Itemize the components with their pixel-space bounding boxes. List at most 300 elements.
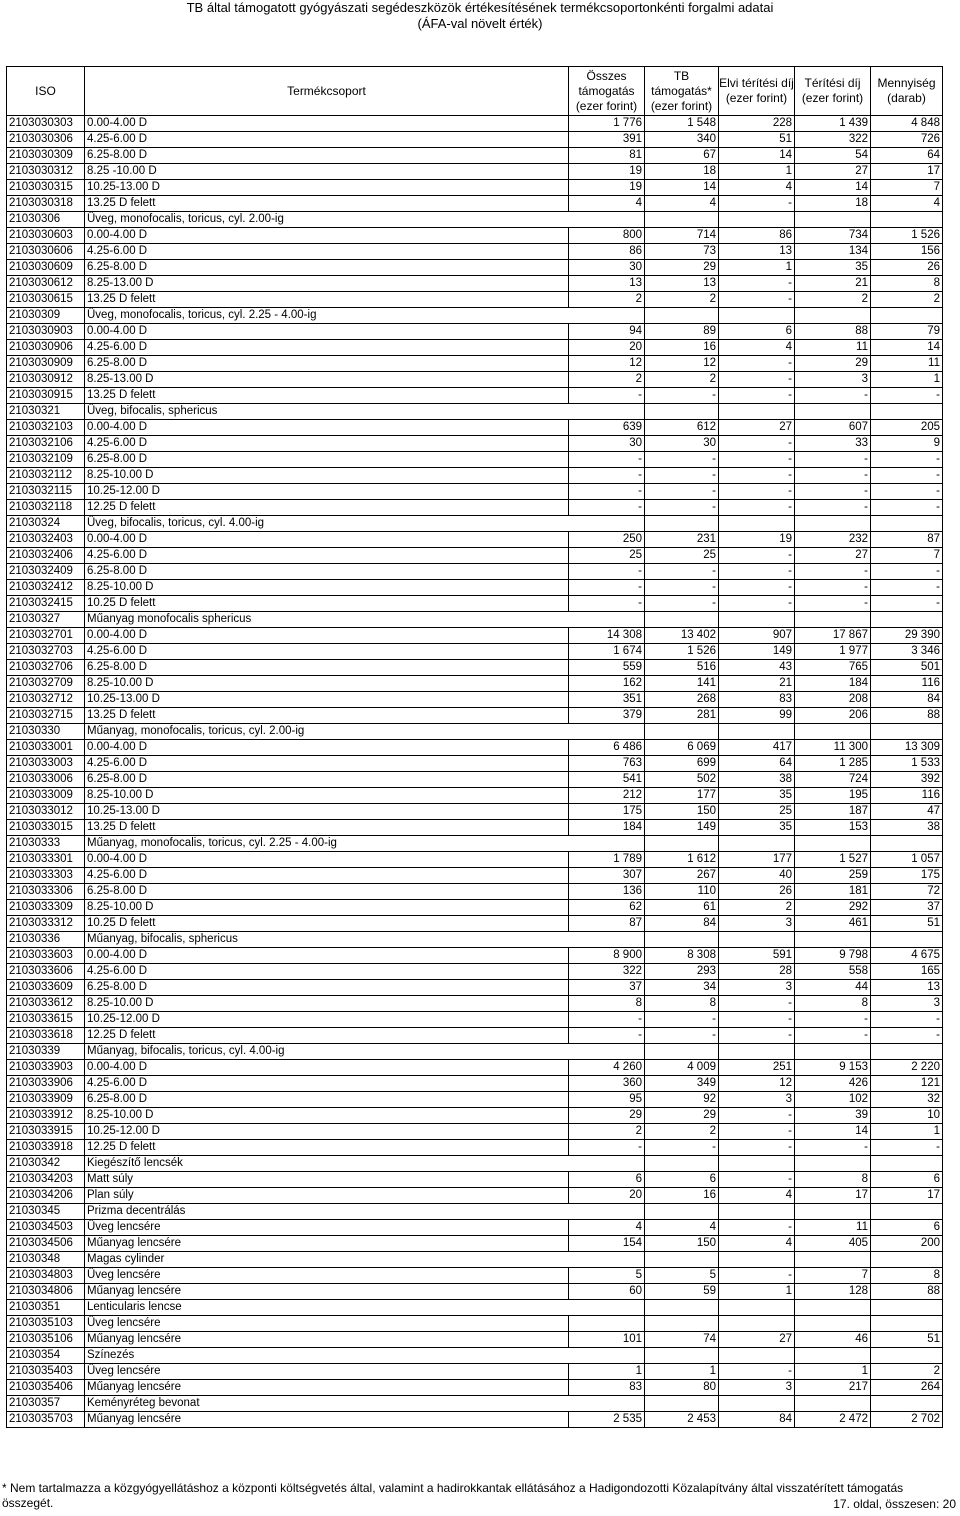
iso-code-cell: 2103032109 [7,452,85,468]
iso-code-cell: 21030357 [7,1396,85,1412]
value-cell: 17 867 [795,628,871,644]
value-cell: - [569,468,645,484]
value-cell: 1 [645,1364,719,1380]
value-cell: - [719,1124,795,1140]
value-cell: 30 [645,436,719,452]
iso-code-cell: 2103032106 [7,436,85,452]
table-row [7,1268,943,1284]
product-group-cell: 0.00-4.00 D [85,228,569,244]
value-cell: 3 [719,916,795,932]
value-cell: 392 [871,772,943,788]
value-cell [795,212,871,228]
value-cell: 27 [719,1332,795,1348]
iso-code-cell: 2103035406 [7,1380,85,1396]
value-cell: 251 [719,1060,795,1076]
value-cell [871,308,943,324]
value-cell: 2 453 [645,1412,719,1428]
value-cell: 612 [645,420,719,436]
value-cell: 417 [719,740,795,756]
product-group-cell: Műanyag lencsére [85,1236,569,1252]
value-cell: 32 [871,1092,943,1108]
iso-code-cell: 2103033012 [7,804,85,820]
value-cell: 1 [795,1364,871,1380]
value-cell: 175 [569,804,645,820]
iso-code-cell: 2103032706 [7,660,85,676]
value-cell [645,1316,719,1332]
value-cell: - [645,452,719,468]
iso-code-cell: 2103032712 [7,692,85,708]
value-cell: 7 [871,180,943,196]
product-group-cell: 8.25-10.00 D [85,580,569,596]
value-cell: 200 [871,1236,943,1252]
value-cell: 8 900 [569,948,645,964]
header-quantity: Mennyiség (darab) [871,67,943,116]
value-cell: 12 [719,1076,795,1092]
value-cell: 734 [795,228,871,244]
value-cell: 6 486 [569,740,645,756]
value-cell: 7 [871,548,943,564]
iso-code-cell: 2103030615 [7,292,85,308]
value-cell: 1 789 [569,852,645,868]
iso-code-cell: 2103032403 [7,532,85,548]
value-cell: 1 977 [795,644,871,660]
product-group-cell: 13.25 D felett [85,708,569,724]
value-cell: - [795,1028,871,1044]
product-group-cell: 0.00-4.00 D [85,116,569,132]
table-row [7,1060,943,1076]
table-row [7,1332,943,1348]
value-cell: - [645,468,719,484]
table-row [7,804,943,820]
value-cell: 349 [645,1076,719,1092]
iso-code-cell: 2103030312 [7,164,85,180]
document-subtitle: (ÁFA-val növelt érték) [417,16,543,31]
value-cell: 264 [871,1380,943,1396]
value-cell: 340 [645,132,719,148]
value-cell: 3 [719,980,795,996]
value-cell: 184 [569,820,645,836]
value-cell: 1 533 [871,756,943,772]
value-cell: - [719,292,795,308]
product-group-cell: 8.25-10.00 D [85,788,569,804]
product-group-cell: Műanyag lencsére [85,1412,569,1428]
value-cell: - [719,1028,795,1044]
value-cell: 4 [719,1236,795,1252]
product-group-cell: 10.25-12.00 D [85,1124,569,1140]
value-cell [795,1300,871,1316]
value-cell: - [871,1140,943,1156]
value-cell: 181 [795,884,871,900]
value-cell [795,1348,871,1364]
value-cell: 3 [795,372,871,388]
value-cell: 2 [569,292,645,308]
product-group-cell: 6.25-8.00 D [85,1092,569,1108]
value-cell: 3 [719,1092,795,1108]
value-cell: 17 [871,1188,943,1204]
product-group-cell: 4.25-6.00 D [85,1076,569,1092]
value-cell: 29 [645,260,719,276]
value-cell [871,1044,943,1060]
iso-code-cell: 2103033603 [7,948,85,964]
value-cell [795,404,871,420]
value-cell: 11 [871,356,943,372]
table-row [7,548,943,564]
table-row [7,964,943,980]
value-cell [795,516,871,532]
product-group-cell: Műanyag, bifocalis, sphericus [85,932,569,948]
value-cell: 1 057 [871,852,943,868]
value-cell: 25 [645,548,719,564]
value-cell: 34 [645,980,719,996]
value-cell [871,836,943,852]
iso-code-cell: 2103030612 [7,276,85,292]
value-cell: 2 535 [569,1412,645,1428]
value-cell: 54 [795,148,871,164]
value-cell [569,404,645,420]
value-cell: - [645,1028,719,1044]
page-number: 17. oldal, összesen: 20 [833,1497,956,1511]
value-cell [645,308,719,324]
value-cell: 2 702 [871,1412,943,1428]
value-cell: - [645,484,719,500]
iso-code-cell: 2103034803 [7,1268,85,1284]
value-cell: 13 [719,244,795,260]
value-cell: 1 [569,1364,645,1380]
value-cell: 86 [719,228,795,244]
product-group-cell: 0.00-4.00 D [85,1060,569,1076]
value-cell: 177 [719,852,795,868]
iso-code-cell: 2103034806 [7,1284,85,1300]
value-cell: 84 [645,916,719,932]
value-cell: 80 [645,1380,719,1396]
product-group-cell: 6.25-8.00 D [85,356,569,372]
value-cell: 307 [569,868,645,884]
iso-code-cell: 2103033003 [7,756,85,772]
value-cell: 14 [645,180,719,196]
value-cell: 228 [719,116,795,132]
table-row [7,1044,943,1060]
value-cell: - [719,548,795,564]
table-row [7,212,943,228]
table-row [7,516,943,532]
value-cell: - [871,580,943,596]
iso-code-cell: 21030321 [7,404,85,420]
product-group-cell: 0.00-4.00 D [85,532,569,548]
iso-code-cell: 2103030603 [7,228,85,244]
value-cell: 134 [795,244,871,260]
value-cell: 11 [795,1220,871,1236]
table-row [7,852,943,868]
value-cell: 8 [795,996,871,1012]
table-row [7,596,943,612]
iso-code-cell: 2103033906 [7,1076,85,1092]
value-cell: 40 [719,868,795,884]
header-total-support: Összes támogatás (ezer forint) [569,67,645,116]
table-row [7,1380,943,1396]
product-group-cell: Prizma decentrálás [85,1204,569,1220]
table-row [7,116,943,132]
header-fee: Térítési díj (ezer forint) [795,67,871,116]
value-cell: 88 [871,1284,943,1300]
value-cell: 2 [871,292,943,308]
value-cell: 184 [795,676,871,692]
value-cell [795,1156,871,1172]
value-cell [795,1204,871,1220]
product-group-cell: 4.25-6.00 D [85,436,569,452]
value-cell: 18 [795,196,871,212]
table-row [7,1124,943,1140]
value-cell: 5 [569,1268,645,1284]
value-cell: 153 [795,820,871,836]
value-cell: 86 [569,244,645,260]
value-cell [719,404,795,420]
iso-code-cell: 2103033618 [7,1028,85,1044]
value-cell: 84 [871,692,943,708]
value-cell: 6 069 [645,740,719,756]
value-cell: 61 [645,900,719,916]
product-group-cell: 13.25 D felett [85,196,569,212]
iso-code-cell: 2103033606 [7,964,85,980]
value-cell: 18 [645,164,719,180]
value-cell: 16 [645,340,719,356]
value-cell: 391 [569,132,645,148]
value-cell: 44 [795,980,871,996]
value-cell [569,212,645,228]
value-cell: - [719,996,795,1012]
value-cell: 64 [719,756,795,772]
value-cell: 268 [645,692,719,708]
value-cell: 4 [719,1188,795,1204]
value-cell: 2 [645,372,719,388]
value-cell: 231 [645,532,719,548]
value-cell [569,308,645,324]
value-cell: - [871,452,943,468]
value-cell: 12 [569,356,645,372]
value-cell: 8 [795,1172,871,1188]
value-cell [871,404,943,420]
value-cell: 21 [719,676,795,692]
table-row [7,436,943,452]
value-cell [569,724,645,740]
value-cell [645,1348,719,1364]
iso-code-cell: 2103030903 [7,324,85,340]
value-cell: 30 [569,260,645,276]
value-cell: - [719,276,795,292]
value-cell: 38 [871,820,943,836]
iso-code-cell: 2103033312 [7,916,85,932]
value-cell: 322 [569,964,645,980]
value-cell: 4 009 [645,1060,719,1076]
value-cell: - [569,564,645,580]
value-cell [871,1204,943,1220]
value-cell: 72 [871,884,943,900]
value-cell [871,1396,943,1412]
value-cell: 2 [645,292,719,308]
table-row [7,484,943,500]
value-cell: 25 [719,804,795,820]
value-cell: 26 [719,884,795,900]
value-cell: 94 [569,324,645,340]
value-cell: 39 [795,1108,871,1124]
product-group-cell: 6.25-8.00 D [85,660,569,676]
value-cell: 51 [871,916,943,932]
iso-code-cell: 2103032103 [7,420,85,436]
product-group-cell: 8.25 -10.00 D [85,164,569,180]
value-cell: 25 [569,548,645,564]
table-row [7,1396,943,1412]
value-cell [795,308,871,324]
value-cell [719,932,795,948]
value-cell: 149 [719,644,795,660]
product-group-cell: Műanyag lencsére [85,1332,569,1348]
value-cell: 29 [569,1108,645,1124]
iso-code-cell: 2103033309 [7,900,85,916]
value-cell: 591 [719,948,795,964]
value-cell: 1 [719,260,795,276]
value-cell: 14 [795,180,871,196]
product-group-cell: 6.25-8.00 D [85,884,569,900]
value-cell: 8 308 [645,948,719,964]
value-cell: 1 439 [795,116,871,132]
iso-code-cell: 2103035403 [7,1364,85,1380]
iso-code-cell: 21030342 [7,1156,85,1172]
value-cell: - [569,1140,645,1156]
value-cell: 4 848 [871,116,943,132]
iso-code-cell: 2103035703 [7,1412,85,1428]
value-cell: - [645,388,719,404]
value-cell: 88 [795,324,871,340]
value-cell: 175 [871,868,943,884]
product-group-cell: 8.25-10.00 D [85,900,569,916]
value-cell: 13 402 [645,628,719,644]
value-cell: - [795,452,871,468]
value-cell: 1 612 [645,852,719,868]
table-row [7,244,943,260]
value-cell: - [645,580,719,596]
value-cell: 461 [795,916,871,932]
value-cell: 47 [871,804,943,820]
product-group-cell: Keményréteg bevonat [85,1396,569,1412]
product-group-cell: 8.25-13.00 D [85,372,569,388]
value-cell [795,1252,871,1268]
value-cell [569,516,645,532]
value-cell: 101 [569,1332,645,1348]
value-cell: 14 [871,340,943,356]
value-cell: 206 [795,708,871,724]
value-cell: 4 [645,1220,719,1236]
value-cell: 30 [569,436,645,452]
value-cell: 2 [645,1124,719,1140]
value-cell: 60 [569,1284,645,1300]
product-group-cell: 4.25-6.00 D [85,756,569,772]
table-row [7,1284,943,1300]
footnote-continuation: összegét. [2,1496,54,1510]
product-group-cell: Műanyag, monofocalis, toricus, cyl. 2.00-ig [85,724,569,740]
value-cell: 765 [795,660,871,676]
value-cell: - [719,1268,795,1284]
value-cell: 1 [871,372,943,388]
value-cell: - [719,1364,795,1380]
value-cell [569,1204,645,1220]
iso-code-cell: 2103033303 [7,868,85,884]
table-row [7,180,943,196]
value-cell [795,724,871,740]
header-product-group: Termékcsoport [85,67,569,116]
value-cell: - [645,564,719,580]
value-cell: 639 [569,420,645,436]
product-group-cell: 4.25-6.00 D [85,644,569,660]
table-row [7,980,943,996]
table-row [7,1108,943,1124]
value-cell [719,724,795,740]
product-group-cell: 10.25-12.00 D [85,484,569,500]
iso-code-cell: 2103030606 [7,244,85,260]
value-cell: 51 [719,132,795,148]
iso-code-cell: 2103033006 [7,772,85,788]
iso-code-cell: 21030354 [7,1348,85,1364]
product-group-cell: Kiegészítő lencsék [85,1156,569,1172]
value-cell: 907 [719,628,795,644]
value-cell: - [871,1012,943,1028]
value-cell: - [719,196,795,212]
product-group-cell: 8.25-10.00 D [85,996,569,1012]
value-cell: 1 [719,164,795,180]
value-cell: 267 [645,868,719,884]
value-cell: 150 [645,1236,719,1252]
value-cell [719,1252,795,1268]
value-cell: 1 674 [569,644,645,660]
value-cell: - [871,500,943,516]
value-cell [795,836,871,852]
table-row [7,1220,943,1236]
product-group-cell: Műanyag, bifocalis, toricus, cyl. 4.00-ig [85,1044,569,1060]
value-cell: - [795,580,871,596]
value-cell: 51 [871,1332,943,1348]
document-title: TB által támogatott gyógyászati segédeszközök értékesítésének termékcsoportonkénti forgalmi adatai [186,0,774,15]
iso-code-cell: 2103030912 [7,372,85,388]
value-cell: 8 [871,1268,943,1284]
product-group-cell: 10.25-13.00 D [85,692,569,708]
value-cell: - [569,1028,645,1044]
value-cell: 2 [569,1124,645,1140]
iso-code-cell: 2103032406 [7,548,85,564]
value-cell: 2 [569,372,645,388]
product-group-cell: 12.25 D felett [85,1140,569,1156]
value-cell: - [719,468,795,484]
value-cell [645,1156,719,1172]
value-cell: 1 548 [645,116,719,132]
value-cell: - [871,564,943,580]
value-cell [569,612,645,628]
iso-code-cell: 21030348 [7,1252,85,1268]
product-group-cell: 8.25-10.00 D [85,676,569,692]
product-group-cell: 8.25-13.00 D [85,276,569,292]
iso-code-cell: 2103034506 [7,1236,85,1252]
value-cell: 250 [569,532,645,548]
value-cell: 379 [569,708,645,724]
product-group-cell: 4.25-6.00 D [85,244,569,260]
value-cell: 3 [719,1380,795,1396]
value-cell: - [719,1172,795,1188]
value-cell: 79 [871,324,943,340]
value-cell: 4 [871,196,943,212]
value-cell: - [719,1140,795,1156]
value-cell: - [569,580,645,596]
table-body [7,116,943,1428]
value-cell: - [795,1140,871,1156]
value-cell [645,836,719,852]
product-group-cell: Magas cylinder [85,1252,569,1268]
